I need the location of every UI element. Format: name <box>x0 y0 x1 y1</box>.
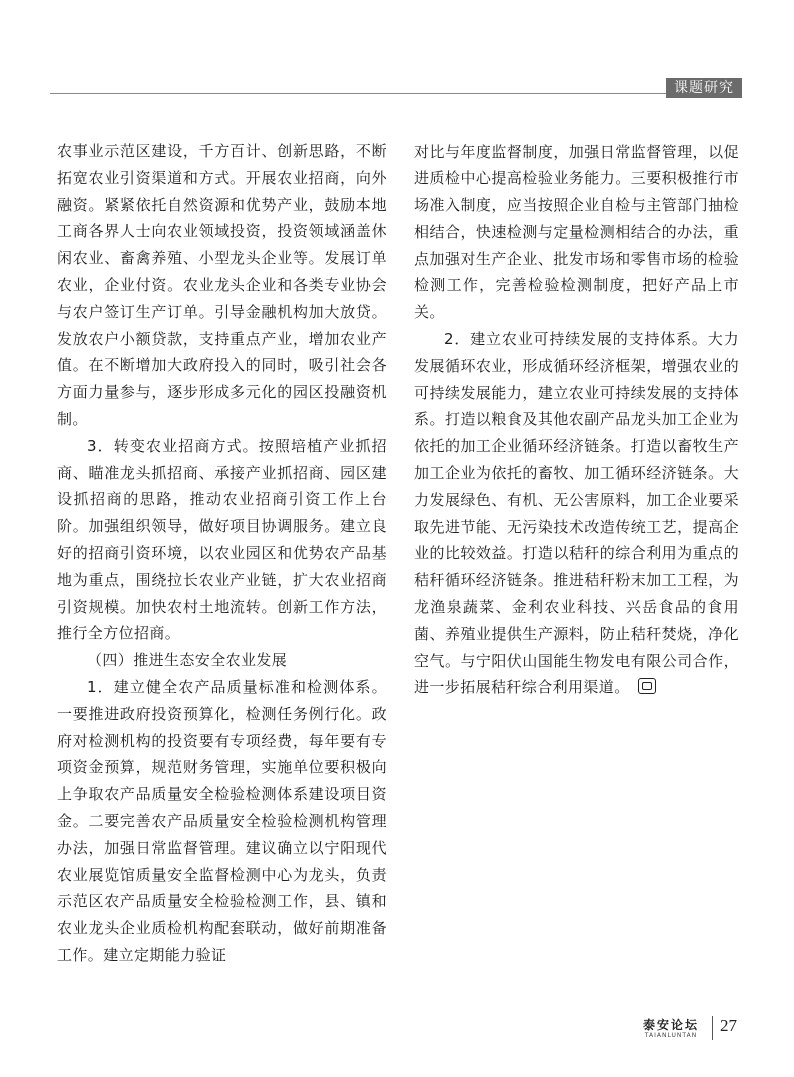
subhead-title: 2．建立农业可持续发展的支持体系。 <box>444 330 708 349</box>
body-paragraph: 农事业示范区建设，千方百计、创新思路，不断拓宽农业引资渠道和方式。开展农业招商，向外融资。紧紧依托自然资源和优势产业，鼓励本地工商各界人士向农业领域投资，投资领域涵盖休闲农业、畜禽养殖、小型龙头企业等。发展订单农业，企业付资。农业龙头企业和各类专业协会与农户签订生产订单。引导金融机构加大放贷。发放农户小额贷款，支持重点产业，增加农业产值。在不断增加大政府投入的同时，吸引社会各方面力量参与，逐步形成多元化的园区投融资机制。 <box>57 142 387 428</box>
page-number: 27 <box>720 1016 737 1035</box>
subhead-body: 大力发展循环农业，形成循环经济框架，增强农业的可持续发展能力，建立农业可持续发展的支持体系。打造以粮食及其他农副产品龙头加工企业为依托的加工企业循环经济链条。打造以畜牧生产加工企业为依托的畜牧、加工循环经济链条。大力发展绿色、有机、无公害原料，加工企业要采取先进节能、无污染技术改造传统工艺，提高企业的比较效益。打造以秸秆的综合利用为重点的秸秆循环经济链条。推进秸秆粉末加工工程，为龙渔泉蔬菜、金利农业科技、兴岳食品的食用菌、养殖业提供生产源料，防止秸秆焚烧，净化空气。与宁阳伏山国能生物发电有限公司合作，进一步拓展秸秆综合利用渠道。 <box>414 330 739 697</box>
header-rule <box>50 93 666 94</box>
end-of-article-icon <box>638 678 656 694</box>
subhead-title: 1．建立健全农产品质量标准和检测体系。 <box>87 677 387 696</box>
subhead-paragraph <box>57 433 387 647</box>
footer-divider <box>712 1016 713 1040</box>
section-heading: （四）推进生态安全农业发展 <box>87 651 288 670</box>
subhead-body: 一要推进政府投资预算化，检测任务例行化。政府对检测机构的投资要有专项经费，每年要有专项资金预算，规范财务管理，实施单位要积极向上争取农产品质量安全检验检测体系建设项目资金。二要完善农产品质量安全检验检测机构管理办法，加强日常监督管理。建议确立以宁阳现代农业展览馆质量安全监督检测中心为龙头，负责示范区农产品质量安全检验检测工作，县、镇和农业龙头企业质检机构配套联动，做好前期准备工作。建立定期能力验证 <box>57 704 387 964</box>
body-paragraph: 对比与年度监督制度，加强日常监督管理，以促进质检中心提高检验业务能力。三要积极推行市场准入制度，应当按照企业自检与主管部门抽检相结合，快速检测与定量检测相结合的办法，重点加强对生产企业、批发市场和零售市场的检验检测工作，完善检验检测制度，把好产品上市关。 <box>414 142 739 322</box>
subhead-paragraph <box>57 674 387 969</box>
section-tag: 课题研究 <box>666 78 742 98</box>
journal-logo <box>640 1018 702 1040</box>
subhead-paragraph <box>414 326 739 701</box>
subhead-body: 按照培植产业抓招商、瞄准龙头抓招商、承接产业抓招商、园区建设抓招商的思路，推动农业招商引资工作上台阶。加强组织领导，做好项目协调服务。建立良好的招商引资环境，以农业园区和优势农产品基地为重点，围绕拉长农业产业链，扩大农业招商引资规模。加快农村土地流转。创新工作方法，推行全方位招商。 <box>57 436 387 643</box>
right-column <box>414 139 739 702</box>
left-column <box>57 138 387 969</box>
subhead-title: 3．转变农业招商方式。 <box>87 436 259 455</box>
journal-name-en: TAIANLUNTAN <box>644 1032 698 1039</box>
journal-name-cn: 泰安论坛 <box>642 1018 699 1032</box>
